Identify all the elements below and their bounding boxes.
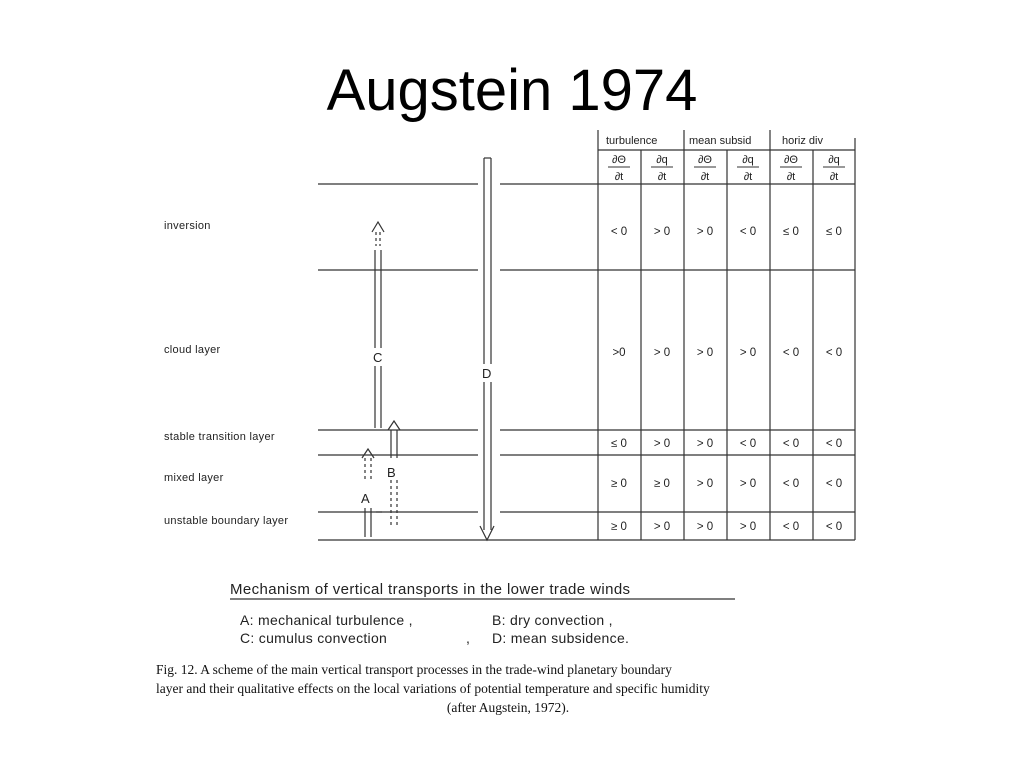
deriv-den-1: ∂t [614, 171, 624, 183]
table-grid [598, 130, 855, 540]
table-cell: > 0 [653, 521, 671, 533]
arrow-d-label: D [482, 366, 492, 381]
header-horiz-div: horiz div [782, 135, 823, 147]
table-cell: < 0 [739, 226, 757, 238]
table-cell: < 0 [825, 438, 843, 450]
layer-boundaries [318, 184, 598, 540]
legend-d: D: mean subsidence. [492, 630, 630, 646]
table-cell: < 0 [782, 478, 800, 490]
arrow-c [372, 222, 384, 428]
table-cell: ≥ 0 [611, 478, 627, 490]
table-cell: ≥ 0 [611, 521, 627, 533]
legend-b: B: dry convection , [492, 612, 613, 628]
arrow-c-label: C [373, 350, 383, 365]
table-cell: < 0 [610, 226, 628, 238]
legend-c: C: cumulus convection [240, 630, 388, 646]
table-cell: < 0 [825, 347, 843, 359]
layer-label-mixed: mixed layer [164, 472, 224, 484]
header-mean-subsid: mean subsid [689, 135, 752, 147]
table-cell: > 0 [696, 521, 714, 533]
table-cell: > 0 [696, 438, 714, 450]
table-cell: < 0 [782, 347, 800, 359]
table-cell: > 0 [653, 438, 671, 450]
table-cell: ≤ 0 [611, 438, 627, 450]
table-cell: < 0 [782, 438, 800, 450]
legend-a: A: mechanical turbulence , [240, 612, 413, 628]
deriv-num-5: ∂Θ [784, 154, 798, 166]
table-cell: > 0 [653, 226, 671, 238]
arrow-a-label: A [361, 491, 370, 506]
layer-label-boundary: unstable boundary layer [164, 515, 289, 527]
deriv-num-4: ∂q [742, 154, 754, 166]
table-cell: > 0 [739, 521, 757, 533]
table-cell: > 0 [739, 478, 757, 490]
deriv-den-2: ∂t [657, 171, 667, 183]
table-cell: > 0 [696, 478, 714, 490]
table-row-inversion [611, 226, 842, 238]
figure-caption-line-1: Fig. 12. A scheme of the main vertical transport processes in the trade-wind planetary boundary [156, 662, 672, 677]
table-cell: < 0 [825, 521, 843, 533]
deriv-num-6: ∂q [828, 154, 840, 166]
deriv-den-6: ∂t [829, 171, 839, 183]
table-cell: > 0 [696, 226, 714, 238]
deriv-num-3: ∂Θ [698, 154, 712, 166]
table-cell: > 0 [653, 347, 671, 359]
arrow-b-label: B [387, 465, 396, 480]
table-cell: ≤ 0 [783, 226, 799, 238]
table-cell: ≤ 0 [826, 226, 842, 238]
table-cell: > 0 [739, 347, 757, 359]
slide-title: Augstein 1974 [326, 58, 698, 123]
deriv-num-1: ∂Θ [612, 154, 626, 166]
deriv-den-4: ∂t [743, 171, 753, 183]
table-cell: > 0 [696, 347, 714, 359]
arrow-d [480, 158, 494, 540]
table-cell: < 0 [739, 438, 757, 450]
layer-label-inversion: inversion [164, 220, 211, 232]
table-cell: >0 [612, 347, 626, 359]
legend-comma: , [466, 630, 471, 646]
deriv-den-5: ∂t [786, 171, 796, 183]
deriv-den-3: ∂t [700, 171, 710, 183]
table-cell: ≥ 0 [654, 478, 670, 490]
table-cell: < 0 [782, 521, 800, 533]
table-cell: < 0 [825, 478, 843, 490]
layer-label-cloud: cloud layer [164, 344, 221, 356]
figure-caption-line-3: (after Augstein, 1972). [446, 700, 570, 715]
caption-title: Mechanism of vertical transports in the lower trade winds [230, 581, 631, 598]
header-turbulence: turbulence [606, 135, 658, 147]
deriv-num-2: ∂q [656, 154, 668, 166]
layer-label-transition: stable transition layer [164, 431, 275, 443]
figure-caption-line-2: layer and their qualitative effects on the local variations of potential temperature and specific humidity [156, 681, 710, 696]
